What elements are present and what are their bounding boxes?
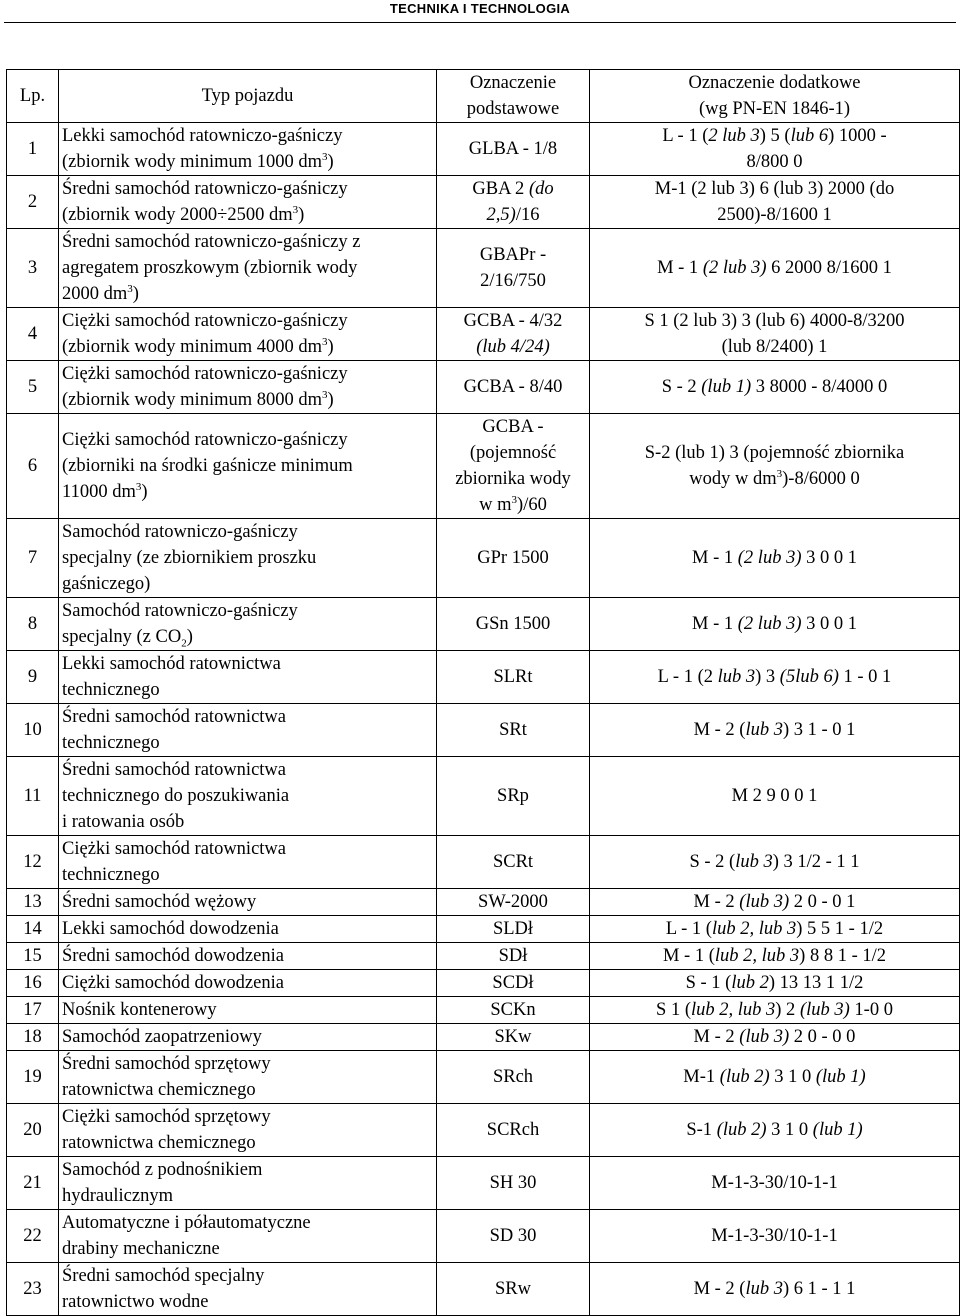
vehicle-type-cell: Samochód zaopatrzeniowy <box>59 1024 437 1051</box>
additional-designation-cell: M - 2 (lub 3) 3 1 - 0 1 <box>590 704 960 757</box>
row-number: 15 <box>7 943 59 970</box>
basic-designation-cell: SCKn <box>437 997 590 1024</box>
additional-designation-cell: M - 1 (2 lub 3) 3 0 0 1 <box>590 519 960 598</box>
additional-designation-cell: S - 1 (lub 2) 13 13 1 1/2 <box>590 970 960 997</box>
additional-designation-cell: M - 1 (2 lub 3) 6 2000 8/1600 1 <box>590 229 960 308</box>
basic-designation-cell: SRch <box>437 1051 590 1104</box>
vehicle-type-cell: Średni samochód wężowy <box>59 889 437 916</box>
table-body <box>7 123 960 1316</box>
additional-designation-cell: S-2 (lub 1) 3 (pojemność zbiornika wody w $dm^3)-8/6000$ 0 <box>590 414 960 519</box>
vehicle-type-cell: Średni samochód ratowniczo-gaśniczy (zbiornik wody 2000÷2500 $dm^3$) <box>59 176 437 229</box>
basic-designation-cell: SCRt <box>437 836 590 889</box>
basic-designation-cell: GSn 1500 <box>437 598 590 651</box>
basic-designation-cell: SCDł <box>437 970 590 997</box>
basic-designation-cell: SCRch <box>437 1104 590 1157</box>
vehicle-type-cell: Nośnik kontenerowy <box>59 997 437 1024</box>
table-row <box>7 1157 960 1210</box>
vehicle-type-cell: Średni samochód dowodzenia <box>59 943 437 970</box>
table-row <box>7 598 960 651</box>
basic-designation-cell: SRw <box>437 1263 590 1316</box>
vehicle-type-cell: Ciężki samochód ratowniczo-gaśniczy (zbiornik wody minimum 8000 $dm^3$) <box>59 361 437 414</box>
basic-designation-cell: SLDł <box>437 916 590 943</box>
header-rule <box>4 22 956 23</box>
additional-designation-cell: S-1 (lub 2) 3 1 0 (lub 1) <box>590 1104 960 1157</box>
table-row <box>7 970 960 997</box>
basic-designation-cell: GPr 1500 <box>437 519 590 598</box>
header-basic-line2: podstawowe <box>466 99 560 119</box>
row-number: 19 <box>7 1051 59 1104</box>
row-number: 1 <box>7 123 59 176</box>
additional-designation-cell: S 1 (2 lub 3) 3 (lub 6) 4000-8/3200 (lub 8/2400) 1 <box>590 308 960 361</box>
table-row <box>7 361 960 414</box>
basic-designation-cell: GBA 2 (do 2,5)/16 <box>437 176 590 229</box>
vehicle-type-cell: Ciężki samochód ratowniczo-gaśniczy (zbiornik wody minimum 4000 $dm^3$) <box>59 308 437 361</box>
basic-designation-cell: GCBA - 4/32 (lub 4/24) <box>437 308 590 361</box>
row-number: 8 <box>7 598 59 651</box>
additional-designation-cell: S - 2 (lub 3) 3 1/2 - 1 1 <box>590 836 960 889</box>
table-row <box>7 176 960 229</box>
vehicle-type-cell: Samochód z podnośnikiem hydraulicznym <box>59 1157 437 1210</box>
header-vehicle-type: Typ pojazdu <box>59 70 437 123</box>
additional-designation-cell: S 1 (lub 2, lub 3) 2 (lub 3) 1-0 0 <box>590 997 960 1024</box>
vehicle-type-cell: Średni samochód ratownictwa technicznego <box>59 704 437 757</box>
vehicle-type-cell: Lekki samochód ratownictwa technicznego <box>59 651 437 704</box>
basic-designation-cell: GCBA - 8/40 <box>437 361 590 414</box>
row-number: 20 <box>7 1104 59 1157</box>
basic-designation-cell: GCBA - (pojemność zbiornika wody w $m^3)/60$ <box>437 414 590 519</box>
additional-designation-cell: M-1 (lub 2) 3 1 0 (lub 1) <box>590 1051 960 1104</box>
basic-designation-cell: SW-2000 <box>437 889 590 916</box>
row-number: 4 <box>7 308 59 361</box>
basic-designation-cell: SRt <box>437 704 590 757</box>
row-number: 22 <box>7 1210 59 1263</box>
row-number: 13 <box>7 889 59 916</box>
additional-designation-cell: M 2 9 0 0 1 <box>590 757 960 836</box>
additional-designation-cell: M - 2 (lub 3) 6 1 - 1 1 <box>590 1263 960 1316</box>
row-number: 2 <box>7 176 59 229</box>
vehicle-type-cell: Średni samochód sprzętowy ratownictwa chemicznego <box>59 1051 437 1104</box>
basic-designation-cell: SKw <box>437 1024 590 1051</box>
table-row <box>7 1104 960 1157</box>
additional-designation-cell: M-1 (2 lub 3) 6 (lub 3) 2000 (do 2500)-8/1600 1 <box>590 176 960 229</box>
header-basic-line1: Oznaczenie <box>469 73 557 93</box>
row-number: 10 <box>7 704 59 757</box>
table-row <box>7 308 960 361</box>
row-number: 18 <box>7 1024 59 1051</box>
vehicle-designation-table <box>6 69 960 1316</box>
basic-designation-cell: SH 30 <box>437 1157 590 1210</box>
row-number: 17 <box>7 997 59 1024</box>
vehicle-type-cell: Samochód ratowniczo-gaśniczy specjalny (ze zbiornikiem proszku gaśniczego) <box>59 519 437 598</box>
additional-designation-cell: L - 1 (2 lub 3) 5 (lub 6) 1000 - 8/800 0 <box>590 123 960 176</box>
vehicle-type-cell: Lekki samochód dowodzenia <box>59 916 437 943</box>
basic-designation-cell: SRp <box>437 757 590 836</box>
row-number: 3 <box>7 229 59 308</box>
table-row <box>7 836 960 889</box>
table-row <box>7 414 960 519</box>
additional-designation-cell: M - 1 (2 lub 3) 3 0 0 1 <box>590 598 960 651</box>
running-header: TECHNIKA I TECHNOLOGIA <box>389 1 571 16</box>
row-number: 6 <box>7 414 59 519</box>
vehicle-type-cell: Ciężki samochód ratownictwa technicznego <box>59 836 437 889</box>
header-additional-line2: (wg PN-EN 1846-1) <box>698 99 851 119</box>
vehicle-type-cell: Średni samochód ratownictwa technicznego do poszukiwania i ratowania osób <box>59 757 437 836</box>
table-row <box>7 229 960 308</box>
additional-designation-cell: L - 1 (2 lub 3) 3 (5lub 6) 1 - 0 1 <box>590 651 960 704</box>
header-lp: Lp. <box>7 70 59 123</box>
table-row <box>7 1210 960 1263</box>
table-row <box>7 704 960 757</box>
table-row <box>7 889 960 916</box>
table-row <box>7 519 960 598</box>
vehicle-type-cell: Samochód ratowniczo-gaśniczy specjalny (z $CO_2$) <box>59 598 437 651</box>
vehicle-type-cell: Średni samochód specjalny ratownictwo wodne <box>59 1263 437 1316</box>
table-row <box>7 651 960 704</box>
vehicle-type-cell: Średni samochód ratowniczo-gaśniczy z agregatem proszkowym (zbiornik wody 2000 $dm^3$) <box>59 229 437 308</box>
table-row <box>7 943 960 970</box>
basic-designation-cell: SDł <box>437 943 590 970</box>
additional-designation-cell: M-1-3-30/10-1-1 <box>590 1210 960 1263</box>
row-number: 16 <box>7 970 59 997</box>
basic-designation-cell: SD 30 <box>437 1210 590 1263</box>
row-number: 23 <box>7 1263 59 1316</box>
vehicle-type-cell: Ciężki samochód sprzętowy ratownictwa chemicznego <box>59 1104 437 1157</box>
table-row <box>7 916 960 943</box>
additional-designation-cell: S - 2 (lub 1) 3 8000 - 8/4000 0 <box>590 361 960 414</box>
basic-designation-cell: GBAPr - 2/16/750 <box>437 229 590 308</box>
basic-designation-cell: GLBA - 1/8 <box>437 123 590 176</box>
row-number: 7 <box>7 519 59 598</box>
additional-designation-cell: M-1-3-30/10-1-1 <box>590 1157 960 1210</box>
table-row <box>7 757 960 836</box>
additional-designation-cell: M - 2 (lub 3) 2 0 - 0 1 <box>590 889 960 916</box>
table-row <box>7 123 960 176</box>
header-additional-designation <box>590 70 960 123</box>
table-row <box>7 1024 960 1051</box>
additional-designation-cell: L - 1 (lub 2, lub 3) 5 5 1 - 1/2 <box>590 916 960 943</box>
vehicle-type-cell: Ciężki samochód ratowniczo-gaśniczy (zbiorniki na środki gaśnicze minimum 11000 $dm^3$) <box>59 414 437 519</box>
vehicle-type-cell: Automatyczne i półautomatyczne drabiny mechaniczne <box>59 1210 437 1263</box>
table-header-row <box>7 70 960 123</box>
row-number: 21 <box>7 1157 59 1210</box>
row-number: 14 <box>7 916 59 943</box>
basic-designation-cell: SLRt <box>437 651 590 704</box>
table-row <box>7 1263 960 1316</box>
row-number: 9 <box>7 651 59 704</box>
vehicle-type-cell: Lekki samochód ratowniczo-gaśniczy (zbiornik wody minimum 1000 $dm^3$) <box>59 123 437 176</box>
header-basic-designation <box>437 70 590 123</box>
row-number: 12 <box>7 836 59 889</box>
table-row <box>7 997 960 1024</box>
row-number: 11 <box>7 757 59 836</box>
vehicle-type-cell: Ciężki samochód dowodzenia <box>59 970 437 997</box>
additional-designation-cell: M - 1 (lub 2, lub 3) 8 8 1 - 1/2 <box>590 943 960 970</box>
row-number: 5 <box>7 361 59 414</box>
header-additional-line1: Oznaczenie dodatkowe <box>688 73 861 93</box>
table-row <box>7 1051 960 1104</box>
additional-designation-cell: M - 2 (lub 3) 2 0 - 0 0 <box>590 1024 960 1051</box>
